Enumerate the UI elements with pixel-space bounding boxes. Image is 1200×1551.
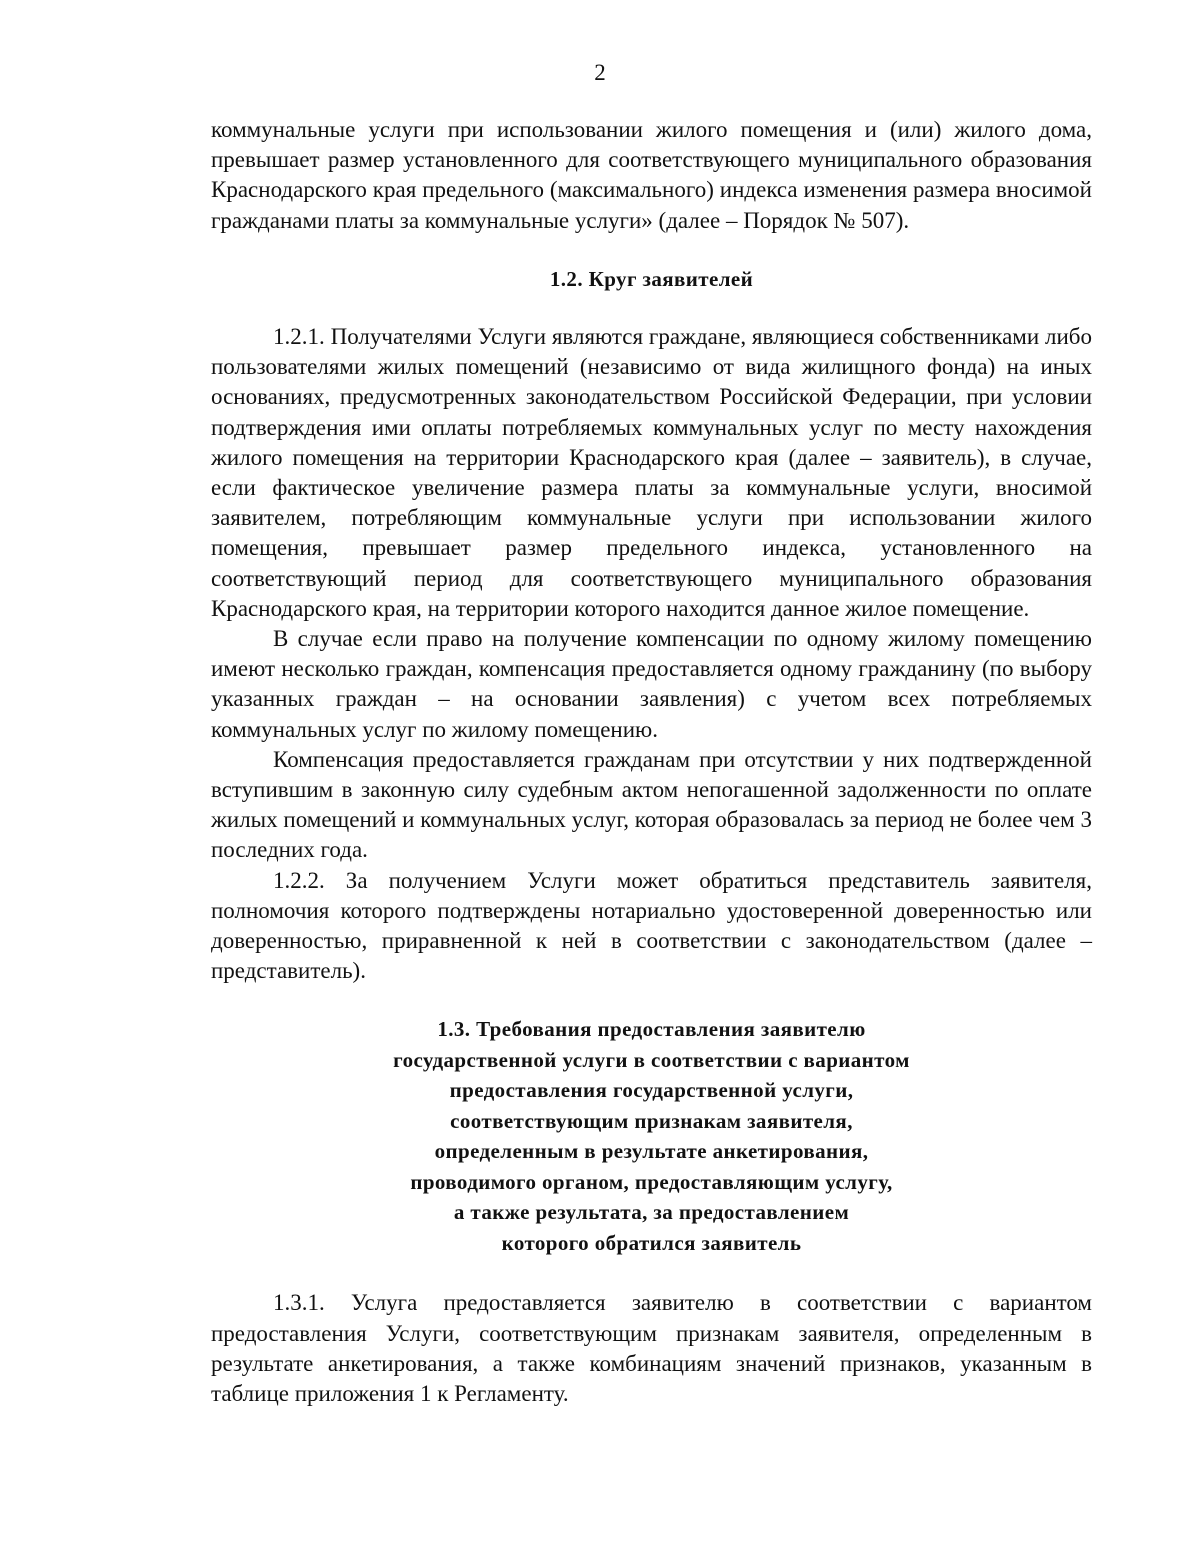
heading-line: предоставления государственной услуги, (449, 1078, 854, 1103)
heading-line: соответствующим признакам заявителя, (450, 1108, 853, 1133)
heading-line: которого обратился заявитель (501, 1230, 802, 1255)
heading-line: 1.3. Требования предоставления заявителю (437, 1017, 866, 1042)
heading-line: проводимого органом, предоставляющим услугу, (410, 1169, 893, 1194)
heading-line: а также результата, за предоставлением (453, 1200, 850, 1225)
intro-paragraph: коммунальные услуги при использовании жилого помещения и (или) жилого дома, превышает размер установленного для соответствующего муниципального образования Краснодарского края предельного (максимального) индекса изменения размера вносимой гражданами платы за коммунальные услуги» (далее – Порядок № 507). (211, 117, 1092, 233)
document-body (211, 115, 1092, 1409)
heading-line: определенным в результате анкетирования, (434, 1139, 869, 1164)
paragraph-compensation-multiple: В случае если право на получение компенсации по одному жилому помещению имеют несколько граждан, компенсация предоставляется одному гражданину (по выбору указанных граждан – на основании заявления) с учетом всех потребляемых коммунальных услуг по жилому помещению. (211, 626, 1092, 742)
section-heading-1-3 (211, 1014, 1092, 1258)
page-number: 2 (594, 60, 606, 85)
heading-line: государственной услуги в соответствии с вариантом (393, 1047, 910, 1072)
paragraph-1-2-2: 1.2.2. За получением Услуги может обратиться представитель заявителя, полномочия которого подтверждены нотариально удостоверенной доверенностью или доверенностью, приравненной к ней в соответствии с законодательством (далее – представитель). (211, 867, 1092, 984)
paragraph-compensation-debt: Компенсация предоставляется гражданам при отсутствии у них подтвержденной вступившим в законную силу судебным актом непогашенной задолженности по оплате жилых помещений и коммунальных услуг, которая образовалась за период не более чем 3 последних года. (211, 746, 1092, 863)
paragraph-1-2-1: 1.2.1. Получателями Услуги являются граждане, являющиеся собственниками либо пользователями жилых помещений (независимо от вида жилищного фонда) на иных основаниях, предусмотренных законодательством Российской Федерации, при условии подтверждения ими оплаты потребляемых коммунальных услуг по месту нахождения жилого помещения на территории Краснодарского края (далее – заявитель), в случае, если фактическое увеличение размера платы за коммунальные услуги, вносимой заявителем, потребляющим коммунальные услуги при использовании жилого помещения, превышает размер предельного индекса, установленного на соответствующий период для соответствующего муниципального образования Краснодарского края, на территории которого находится данное жилое помещение. (211, 324, 1092, 621)
section-heading-1-2: 1.2. Круг заявителей (549, 266, 754, 291)
paragraph-1-3-1: 1.3.1. Услуга предоставляется заявителю в соответствии с вариантом предоставления Услуги, соответствующим признакам заявителя, определенным в результате анкетирования, а также комбинациям значений признаков, указанным в таблице приложения 1 к Регламенту. (211, 1290, 1092, 1407)
